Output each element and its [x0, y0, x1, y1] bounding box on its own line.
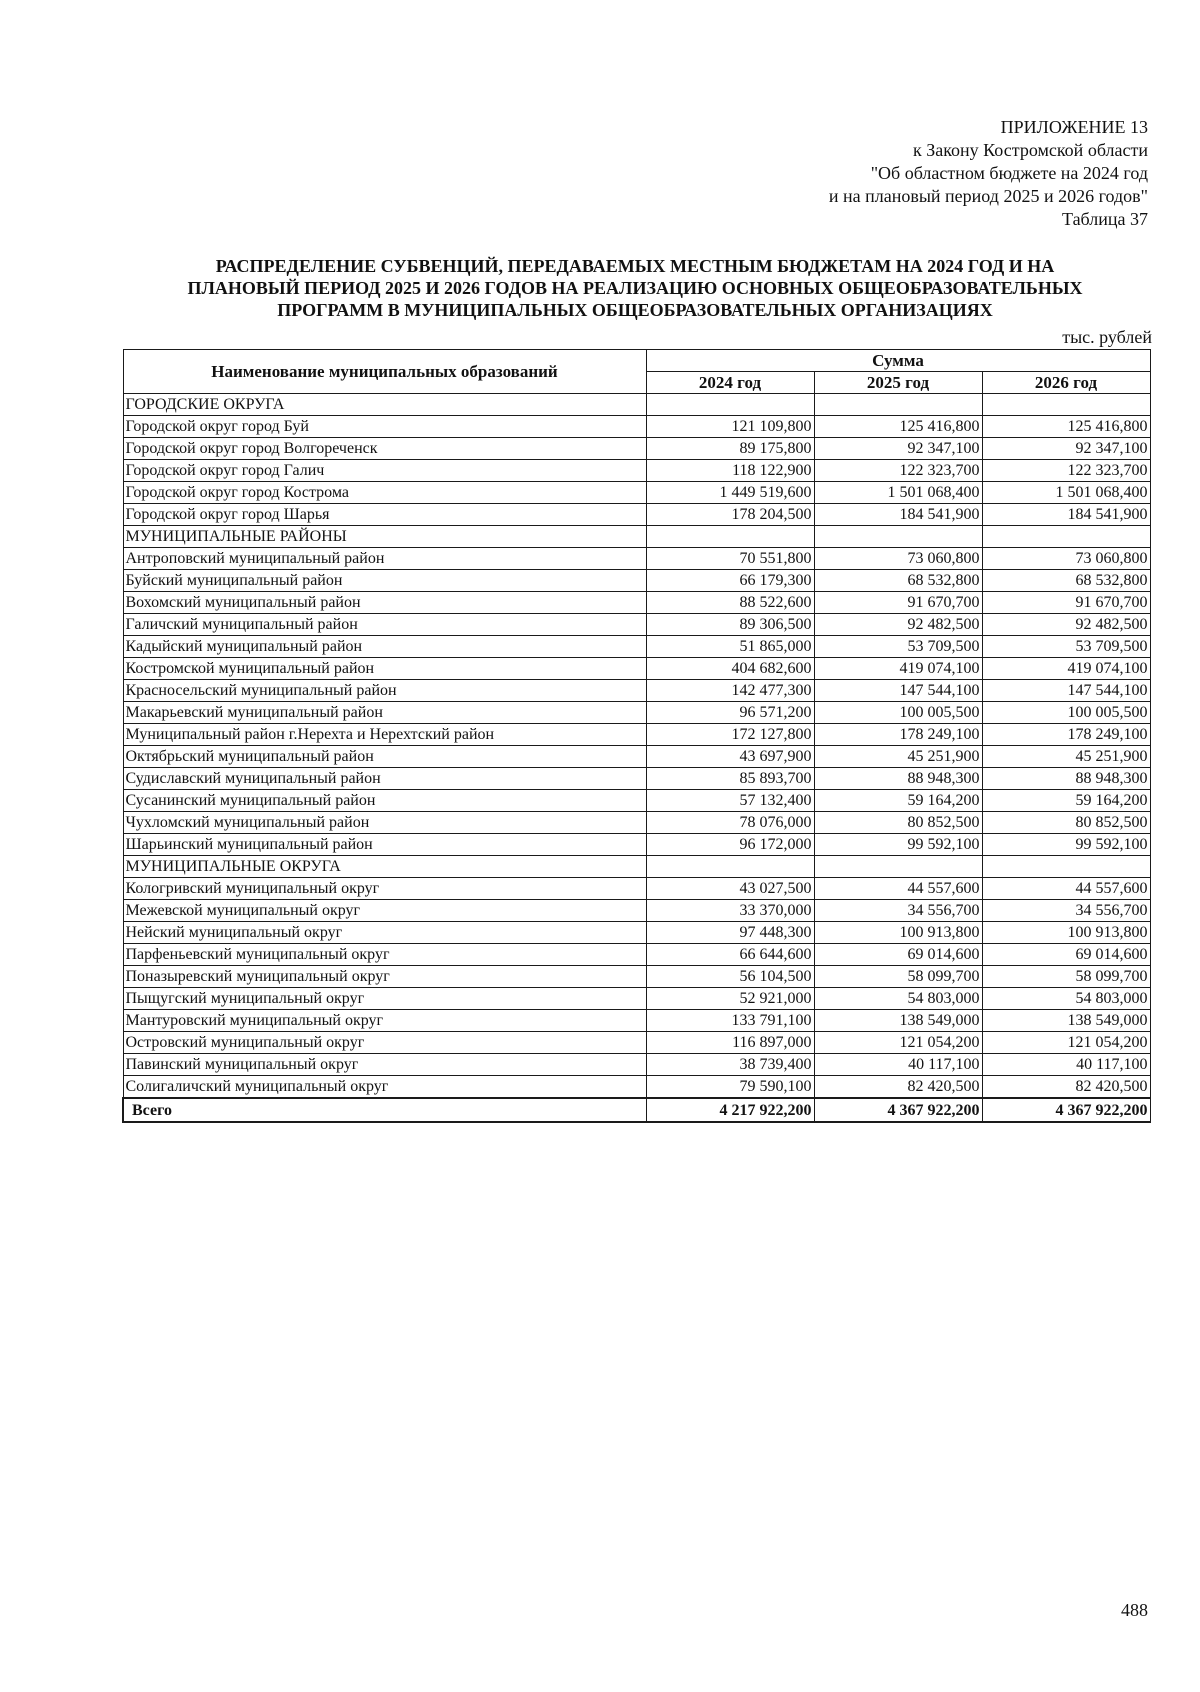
table-row	[123, 438, 1150, 460]
table-row	[123, 944, 1150, 966]
amount-2026	[982, 856, 1150, 878]
municipality-name: Антроповский муниципальный район	[123, 548, 646, 570]
table-row	[123, 592, 1150, 614]
amount-2025: 45 251,900	[814, 746, 982, 768]
amount-2024: 43 027,500	[646, 878, 814, 900]
amount-2025: 100 005,500	[814, 702, 982, 724]
amount-2026: 53 709,500	[982, 636, 1150, 658]
amount-2026: 99 592,100	[982, 834, 1150, 856]
table-row	[123, 636, 1150, 658]
amount-2025: 58 099,700	[814, 966, 982, 988]
amount-2026: 184 541,900	[982, 504, 1150, 526]
table-row	[123, 922, 1150, 944]
municipality-name: Кологривский муниципальный округ	[123, 878, 646, 900]
municipality-name: Парфеньевский муниципальный округ	[123, 944, 646, 966]
amount-2024: 142 477,300	[646, 680, 814, 702]
total-2024: 4 217 922,200	[646, 1098, 814, 1122]
municipality-name: Октябрьский муниципальный район	[123, 746, 646, 768]
table-row	[123, 812, 1150, 834]
table-row	[123, 548, 1150, 570]
municipality-name: Солигаличский муниципальный округ	[123, 1076, 646, 1099]
table-row	[123, 768, 1150, 790]
municipality-name: Вохомский муниципальный район	[123, 592, 646, 614]
document-title	[112, 255, 1158, 321]
amount-2025: 138 549,000	[814, 1010, 982, 1032]
amount-2026: 69 014,600	[982, 944, 1150, 966]
amount-2026: 125 416,800	[982, 416, 1150, 438]
amount-2024	[646, 856, 814, 878]
amount-2026: 147 544,100	[982, 680, 1150, 702]
amount-2024: 78 076,000	[646, 812, 814, 834]
municipality-name: Городской округ город Шарья	[123, 504, 646, 526]
municipality-name: Павинский муниципальный округ	[123, 1054, 646, 1076]
municipality-name: ГОРОДСКИЕ ОКРУГА	[123, 394, 646, 416]
amount-2026: 45 251,900	[982, 746, 1150, 768]
municipality-name: Макарьевский муниципальный район	[123, 702, 646, 724]
amount-2024: 38 739,400	[646, 1054, 814, 1076]
amount-2024: 51 865,000	[646, 636, 814, 658]
municipality-name: Красносельский муниципальный район	[123, 680, 646, 702]
table-row	[123, 394, 1150, 416]
column-header-2025: 2025 год	[814, 372, 982, 394]
amount-2026: 419 074,100	[982, 658, 1150, 680]
amount-2024: 404 682,600	[646, 658, 814, 680]
table-row	[123, 416, 1150, 438]
amount-2025: 121 054,200	[814, 1032, 982, 1054]
amount-2024: 52 921,000	[646, 988, 814, 1010]
amount-2026: 34 556,700	[982, 900, 1150, 922]
amount-2025	[814, 856, 982, 878]
table-row	[123, 856, 1150, 878]
amount-2025: 34 556,700	[814, 900, 982, 922]
municipality-name: Кадыйский муниципальный район	[123, 636, 646, 658]
amount-2024: 66 644,600	[646, 944, 814, 966]
amount-2025: 88 948,300	[814, 768, 982, 790]
amount-2026: 178 249,100	[982, 724, 1150, 746]
amount-2024: 96 571,200	[646, 702, 814, 724]
amount-2026: 73 060,800	[982, 548, 1150, 570]
amount-2024: 88 522,600	[646, 592, 814, 614]
amount-2024: 89 175,800	[646, 438, 814, 460]
amount-2025: 184 541,900	[814, 504, 982, 526]
amount-2024: 118 122,900	[646, 460, 814, 482]
amount-2026: 88 948,300	[982, 768, 1150, 790]
municipality-name: Городской округ город Кострома	[123, 482, 646, 504]
municipality-name: Галичский муниципальный район	[123, 614, 646, 636]
amount-2024: 133 791,100	[646, 1010, 814, 1032]
amount-2026: 54 803,000	[982, 988, 1150, 1010]
appendix-law-reference: к Закону Костромской области	[912, 140, 1148, 160]
amount-2026: 1 501 068,400	[982, 482, 1150, 504]
amount-2025: 92 347,100	[814, 438, 982, 460]
amount-2025: 82 420,500	[814, 1076, 982, 1099]
amount-2025: 147 544,100	[814, 680, 982, 702]
units-label: тыс. рублей	[1062, 327, 1152, 347]
amount-2025: 54 803,000	[814, 988, 982, 1010]
municipality-name: Буйский муниципальный район	[123, 570, 646, 592]
amount-2024: 172 127,800	[646, 724, 814, 746]
column-header-sum: Сумма	[646, 350, 1150, 372]
amount-2026: 122 323,700	[982, 460, 1150, 482]
amount-2024: 1 449 519,600	[646, 482, 814, 504]
table-row	[123, 746, 1150, 768]
table-row	[123, 1032, 1150, 1054]
amount-2025: 69 014,600	[814, 944, 982, 966]
amount-2024: 178 204,500	[646, 504, 814, 526]
table-header	[123, 350, 1150, 394]
table-row	[123, 1076, 1150, 1099]
municipality-name: Городской округ город Буй	[123, 416, 646, 438]
table-row	[123, 482, 1150, 504]
amount-2025: 178 249,100	[814, 724, 982, 746]
table-footer	[123, 1098, 1150, 1122]
table-row	[123, 1054, 1150, 1076]
subvention-table	[122, 349, 1151, 1123]
municipality-name: Нейский муниципальный округ	[123, 922, 646, 944]
amount-2024: 70 551,800	[646, 548, 814, 570]
amount-2024: 56 104,500	[646, 966, 814, 988]
amount-2024: 79 590,100	[646, 1076, 814, 1099]
amount-2024: 89 306,500	[646, 614, 814, 636]
amount-2026: 80 852,500	[982, 812, 1150, 834]
page-number: 488	[1121, 1600, 1148, 1620]
amount-2024: 33 370,000	[646, 900, 814, 922]
table-row	[123, 570, 1150, 592]
table-row	[123, 834, 1150, 856]
amount-2026: 91 670,700	[982, 592, 1150, 614]
municipality-name: Муниципальный район г.Нерехта и Нерехтский район	[123, 724, 646, 746]
amount-2026: 44 557,600	[982, 878, 1150, 900]
amount-2025: 99 592,100	[814, 834, 982, 856]
table-row	[123, 1010, 1150, 1032]
amount-2026: 138 549,000	[982, 1010, 1150, 1032]
total-label: Всего	[123, 1098, 646, 1122]
amount-2025: 68 532,800	[814, 570, 982, 592]
amount-2024: 57 132,400	[646, 790, 814, 812]
table-row	[123, 966, 1150, 988]
table-number: Таблица 37	[1062, 209, 1148, 229]
table-row	[123, 460, 1150, 482]
table-row	[123, 988, 1150, 1010]
municipality-name: Чухломский муниципальный район	[123, 812, 646, 834]
appendix-law-title: "Об областном бюджете на 2024 год	[870, 163, 1148, 183]
amount-2025	[814, 394, 982, 416]
table-row	[123, 504, 1150, 526]
amount-2025: 44 557,600	[814, 878, 982, 900]
municipality-name: Шарьинский муниципальный район	[123, 834, 646, 856]
municipality-name: Островский муниципальный округ	[123, 1032, 646, 1054]
amount-2025: 59 164,200	[814, 790, 982, 812]
amount-2025: 53 709,500	[814, 636, 982, 658]
table-row	[123, 614, 1150, 636]
amount-2026: 92 347,100	[982, 438, 1150, 460]
title-line-3: ПРОГРАММ В МУНИЦИПАЛЬНЫХ ОБЩЕОБРАЗОВАТЕЛЬНЫХ ОРГАНИЗАЦИЯХ	[277, 300, 993, 320]
total-2025: 4 367 922,200	[814, 1098, 982, 1122]
column-header-2026: 2026 год	[982, 372, 1150, 394]
title-line-2: ПЛАНОВЫЙ ПЕРИОД 2025 И 2026 ГОДОВ НА РЕАЛИЗАЦИЮ ОСНОВНЫХ ОБЩЕОБРАЗОВАТЕЛЬНЫХ	[187, 278, 1083, 298]
amount-2024	[646, 394, 814, 416]
appendix-law-period: и на плановый период 2025 и 2026 годов"	[828, 186, 1148, 206]
amount-2026: 58 099,700	[982, 966, 1150, 988]
table-row	[123, 702, 1150, 724]
municipality-name: Городской округ город Галич	[123, 460, 646, 482]
column-header-2024: 2024 год	[646, 372, 814, 394]
total-row	[123, 1098, 1150, 1122]
amount-2025: 40 117,100	[814, 1054, 982, 1076]
municipality-name: Судиславский муниципальный район	[123, 768, 646, 790]
municipality-name: МУНИЦИПАЛЬНЫЕ РАЙОНЫ	[123, 526, 646, 548]
municipality-name: Пыщугский муниципальный округ	[123, 988, 646, 1010]
amount-2024: 85 893,700	[646, 768, 814, 790]
amount-2024: 121 109,800	[646, 416, 814, 438]
appendix-number: ПРИЛОЖЕНИЕ 13	[1000, 117, 1148, 137]
municipality-name: Поназыревский муниципальный округ	[123, 966, 646, 988]
amount-2025	[814, 526, 982, 548]
amount-2024: 66 179,300	[646, 570, 814, 592]
amount-2026: 68 532,800	[982, 570, 1150, 592]
municipality-name: Городской округ город Волгореченск	[123, 438, 646, 460]
municipality-name: МУНИЦИПАЛЬНЫЕ ОКРУГА	[123, 856, 646, 878]
amount-2025: 91 670,700	[814, 592, 982, 614]
amount-2026: 100 913,800	[982, 922, 1150, 944]
amount-2026: 92 482,500	[982, 614, 1150, 636]
amount-2025: 73 060,800	[814, 548, 982, 570]
table-row	[123, 658, 1150, 680]
municipality-name: Сусанинский муниципальный район	[123, 790, 646, 812]
municipality-name: Костромской муниципальный район	[123, 658, 646, 680]
amount-2024	[646, 526, 814, 548]
municipality-name: Межевской муниципальный округ	[123, 900, 646, 922]
total-2026: 4 367 922,200	[982, 1098, 1150, 1122]
municipality-name: Мантуровский муниципальный округ	[123, 1010, 646, 1032]
amount-2024: 116 897,000	[646, 1032, 814, 1054]
amount-2026: 82 420,500	[982, 1076, 1150, 1099]
amount-2025: 100 913,800	[814, 922, 982, 944]
table-row	[123, 790, 1150, 812]
table-body	[123, 394, 1150, 1099]
amount-2025: 1 501 068,400	[814, 482, 982, 504]
amount-2025: 125 416,800	[814, 416, 982, 438]
amount-2026	[982, 526, 1150, 548]
amount-2026: 121 054,200	[982, 1032, 1150, 1054]
title-line-1: РАСПРЕДЕЛЕНИЕ СУБВЕНЦИЙ, ПЕРЕДАВАЕМЫХ МЕСТНЫМ БЮДЖЕТАМ НА 2024 ГОД И НА	[215, 256, 1055, 276]
table-row	[123, 724, 1150, 746]
amount-2025: 419 074,100	[814, 658, 982, 680]
table-row	[123, 878, 1150, 900]
amount-2024: 97 448,300	[646, 922, 814, 944]
amount-2025: 122 323,700	[814, 460, 982, 482]
amount-2026: 40 117,100	[982, 1054, 1150, 1076]
column-header-name: Наименование муниципальных образований	[123, 350, 646, 394]
amount-2025: 80 852,500	[814, 812, 982, 834]
amount-2024: 96 172,000	[646, 834, 814, 856]
amount-2026: 100 005,500	[982, 702, 1150, 724]
table-row	[123, 680, 1150, 702]
amount-2024: 43 697,900	[646, 746, 814, 768]
table-row	[123, 526, 1150, 548]
amount-2026	[982, 394, 1150, 416]
amount-2026: 59 164,200	[982, 790, 1150, 812]
appendix-header	[829, 116, 1148, 231]
amount-2025: 92 482,500	[814, 614, 982, 636]
table-row	[123, 900, 1150, 922]
